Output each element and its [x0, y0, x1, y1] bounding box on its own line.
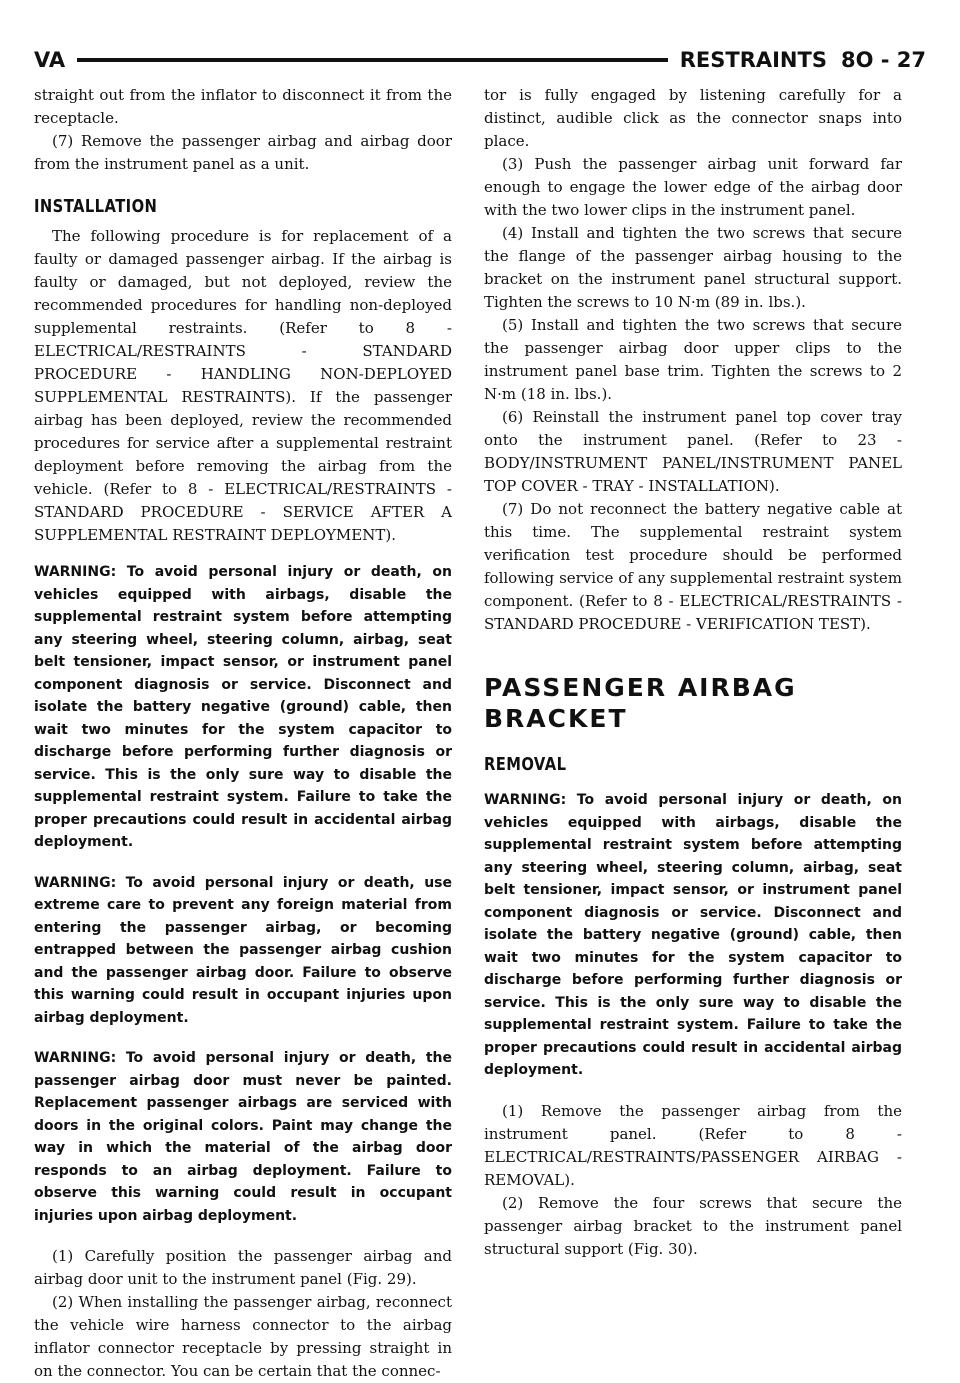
warning-no-paint: WARNING: To avoid personal injury or death, the passenger airbag door must never be painted. Replacement passenger airbags are serviced with doors in the original colors. Paint may change the way in which the material of the airbag door responds to an airbag deployment. Failure to observe this warning could result in occupant injuries upon airbag deployment.	[34, 1050, 452, 1224]
install-step-4: (4) Install and tighten the two screws that secure the flange of the passenger airbag housing to the bracket on the instrument panel structural support. Tighten the screws to 10 N·m (89 in. lbs.).	[484, 224, 902, 311]
header-page-number: 8O - 27	[840, 48, 926, 72]
installation-heading: INSTALLATION	[34, 196, 158, 217]
install-step-7: (7) Do not reconnect the battery negative cable at this time. The supplemental restraint system verification test procedure should be performed following service of any supplemental restraint system component. (Refer to 8 - ELECTRICAL/RESTRAINTS - STANDARD PROCEDURE - VERIFICATION TEST).	[484, 500, 902, 633]
page-header	[34, 40, 926, 80]
warning-disable-srs: WARNING: To avoid personal injury or death, on vehicles equipped with airbags, disable the supplemental restraint system before attempting any steering wheel, steering column, airbag, seat belt tensioner, impact sensor, or instrument panel component diagnosis or service. Disconnect and isolate the battery negative (ground) cable, then wait two minutes for the system capacitor to discharge before performing further diagnosis or service. This is the only sure way to disable the supplemental restraint system. Failure to take the proper precautions could result in accidental airbag deployment.	[484, 792, 902, 1078]
paragraph: straight out from the inflator to disconnect it from the receptacle.	[34, 86, 452, 127]
header-section-title: RESTRAINTS	[679, 48, 827, 72]
left-column	[34, 84, 452, 1383]
bracket-section-title: PASSENGER AIRBAG BRACKET	[484, 673, 797, 733]
header-rule	[77, 58, 668, 62]
installation-intro: The following procedure is for replacement of a faulty or damaged passenger airbag. If the airbag is faulty or damaged, but not deployed, review the recommended procedures for handling non-deployed supplemental restraints. (Refer to 8 - ELECTRICAL/RESTRAINTS - STANDARD PROCEDURE - HANDLING NON-DEPLOYED SUPPLEMENTAL RESTRAINTS). If the passenger airbag has been deployed, review the recommended procedures for service after a supplemental restraint deployment before removing the airbag from the vehicle. (Refer to 8 - ELECTRICAL/RESTRAINTS - STANDARD PROCEDURE - SERVICE AFTER A SUPPLEMENTAL RESTRAINT DEPLOYMENT).	[34, 227, 452, 544]
paragraph: tor is fully engaged by listening carefully for a distinct, audible click as the connector snaps into place.	[484, 86, 902, 150]
warning-foreign-material: WARNING: To avoid personal injury or death, use extreme care to prevent any foreign material from entering the passenger airbag, or becoming entrapped between the passenger airbag cushion and the passenger airbag door. Failure to observe this warning could result in occupant injuries upon airbag deployment.	[34, 874, 452, 1026]
removal-heading: REMOVAL	[484, 754, 567, 775]
install-step-5: (5) Install and tighten the two screws that secure the passenger airbag door upper clips to the instrument panel base trim. Tighten the screws to 2 N·m (18 in. lbs.).	[484, 316, 902, 403]
removal-step-7: (7) Remove the passenger airbag and airbag door from the instrument panel as a unit.	[34, 132, 452, 173]
install-step-6: (6) Reinstall the instrument panel top cover tray onto the instrument panel. (Refer to 23 - BODY/INSTRUMENT PANEL/INSTRUMENT PANEL TOP COVER - TRAY - INSTALLATION).	[484, 408, 902, 495]
install-step-2: (2) When installing the passenger airbag, reconnect the vehicle wire harness connector to the airbag inflator connector receptacle by pressing straight in on the connector. You can be certain that the connec-	[34, 1293, 452, 1380]
right-column	[484, 84, 902, 1261]
install-step-1: (1) Carefully position the passenger airbag and airbag door unit to the instrument panel (Fig. 29).	[34, 1247, 452, 1288]
bracket-removal-step-2: (2) Remove the four screws that secure the passenger airbag bracket to the instrument panel structural support (Fig. 30).	[484, 1193, 902, 1258]
header-right	[680, 48, 926, 72]
warning-disable-srs: WARNING: To avoid personal injury or death, on vehicles equipped with airbags, disable the supplemental restraint system before attempting any steering wheel, steering column, airbag, seat belt tensioner, impact sensor, or instrument panel component diagnosis or service. Disconnect and isolate the battery negative (ground) cable, then wait two minutes for the system capacitor to discharge before performing further diagnosis or service. This is the only sure way to disable the supplemental restraint system. Failure to take the proper precautions could result in accidental airbag deployment.	[34, 564, 452, 850]
bracket-removal-step-1: (1) Remove the passenger airbag from the instrument panel. (Refer to 8 - ELECTRICAL/RESTRAINTS/PASSENGER AIRBAG - REMOVAL).	[484, 1101, 902, 1189]
header-model-code: VA	[34, 48, 66, 72]
install-step-3: (3) Push the passenger airbag unit forward far enough to engage the lower edge of the airbag door with the two lower clips in the instrument panel.	[484, 155, 902, 219]
